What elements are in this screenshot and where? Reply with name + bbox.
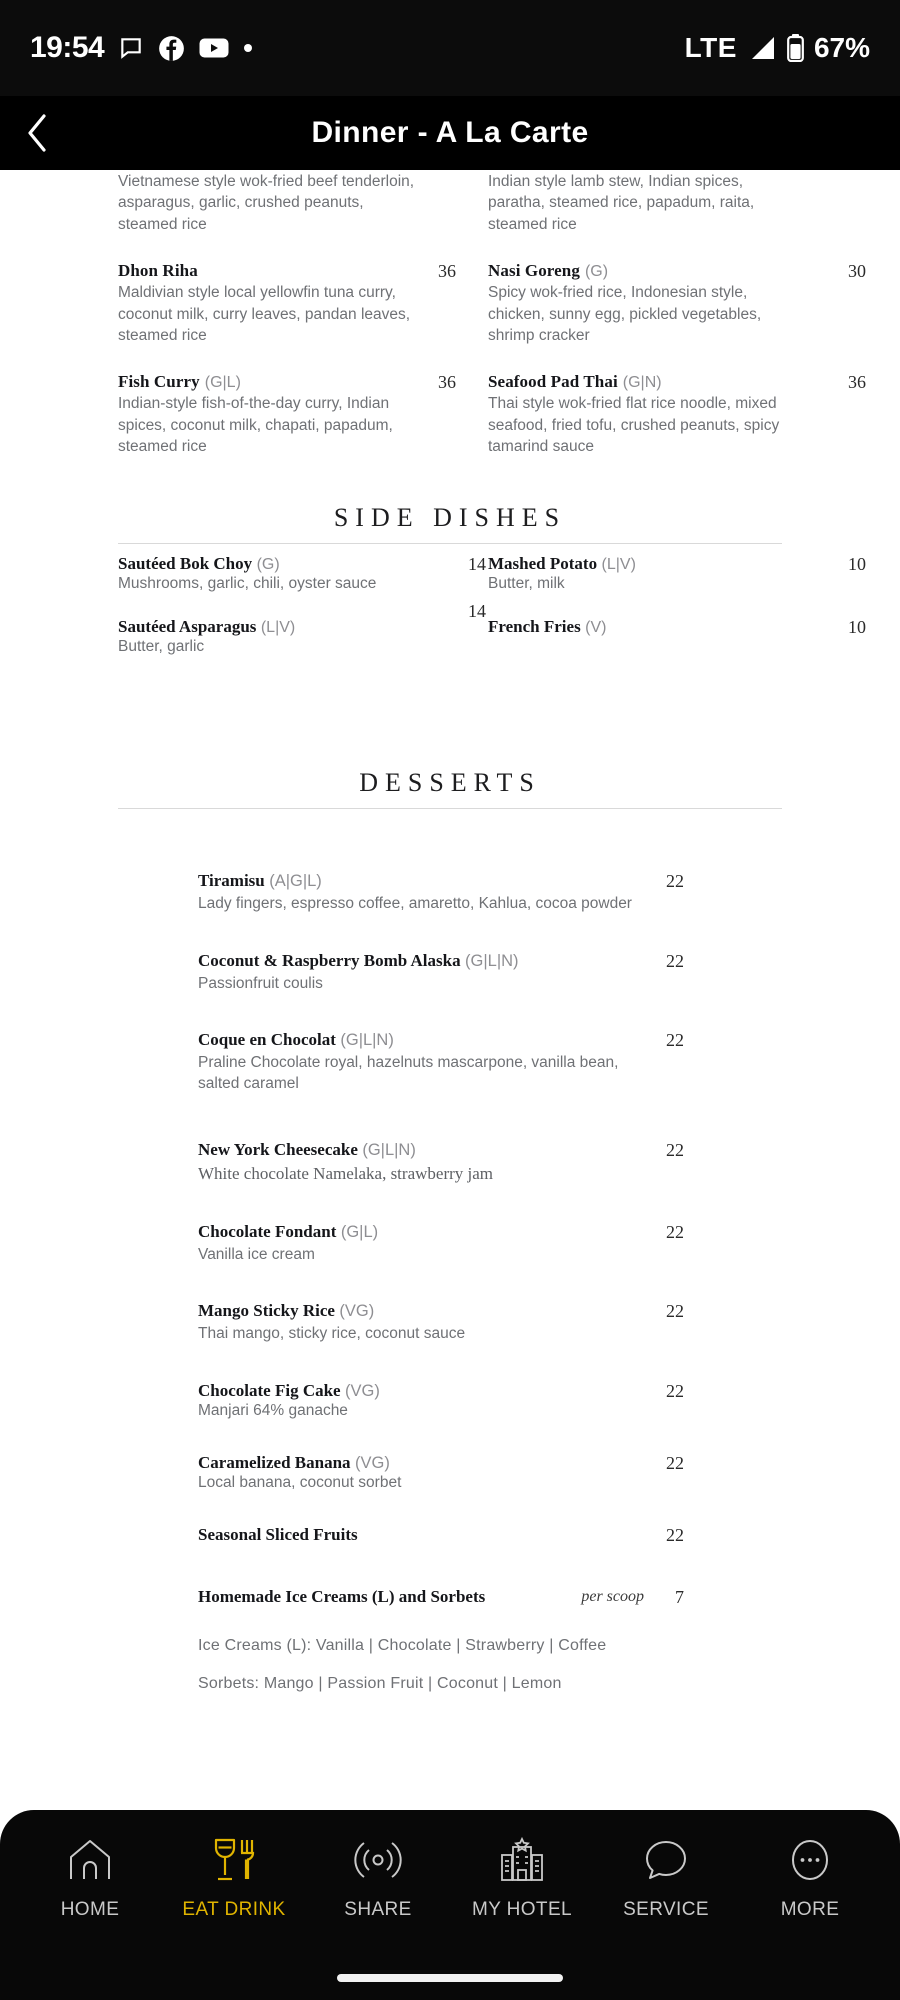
dessert-name: Coque en Chocolat <box>198 1030 336 1050</box>
dessert-item <box>198 1301 702 1344</box>
side-dish-price: 14 <box>468 601 486 622</box>
side-dish-allergen-tags: (L|V) <box>260 619 296 637</box>
dessert-description: Manjari 64% ganache <box>198 1401 348 1419</box>
menu-document <box>0 170 900 1800</box>
dish-price: 36 <box>438 372 456 393</box>
status-bar-left <box>30 31 253 65</box>
dessert-description: Vanilla ice cream <box>198 1245 315 1263</box>
dish-description: Indian-style fish-of-the-day curry, Indian spices, coconut milk, chapati, papadum, steamed rice <box>118 395 393 455</box>
dessert-price: 22 <box>666 1525 684 1546</box>
nav-label-service: SERVICE <box>623 1899 709 1920</box>
dessert-name: Tiramisu <box>198 871 265 891</box>
nav-label-my-hotel: MY HOTEL <box>472 1899 572 1920</box>
hotel-building-icon <box>497 1834 547 1886</box>
dessert-item <box>198 871 702 914</box>
dot-icon <box>243 43 253 53</box>
side-dish-description: Mushrooms, garlic, chili, oyster sauce <box>118 575 377 593</box>
nav-item-more[interactable] <box>738 1834 882 1921</box>
dessert-description: White chocolate Namelaka, strawberry jam <box>198 1164 494 1184</box>
chat-bubble-icon <box>641 1834 691 1886</box>
dessert-item <box>198 1140 702 1185</box>
page-title: Dinner - A La Carte <box>311 116 589 149</box>
menu-scroll-area[interactable] <box>0 170 900 1800</box>
dessert-allergen-tags: (VG) <box>345 1381 380 1400</box>
dessert-allergen-tags: (A|G|L) <box>269 872 322 891</box>
dish-description: Thai style wok-fried flat rice noodle, mixed seafood, fried tofu, crushed peanuts, spicy tamarind sauce <box>488 395 780 455</box>
dessert-heading <box>198 1030 702 1050</box>
side-dish-heading <box>488 554 782 574</box>
dish-name: Fish Curry <box>118 372 200 392</box>
dessert-price: 22 <box>666 1452 684 1473</box>
dessert-heading <box>198 871 702 891</box>
side-dish-name: French Fries <box>488 617 581 637</box>
side-dishes-section <box>0 544 900 680</box>
ice-cream-name: Homemade Ice Creams (L) and Sorbets <box>198 1587 486 1607</box>
side-dish-item <box>118 554 486 593</box>
signal-icon <box>747 35 777 61</box>
dessert-allergen-tags: (G|L) <box>340 1222 379 1241</box>
dessert-description: Passionfruit coulis <box>198 974 323 992</box>
main-courses-right-column <box>450 170 866 479</box>
dish-price: 36 <box>438 261 456 282</box>
side-dish-name: Sautéed Asparagus <box>118 617 257 637</box>
side-dish-heading <box>118 554 450 574</box>
dish-price: 30 <box>848 261 866 282</box>
battery-icon <box>787 34 804 62</box>
dessert-price: 22 <box>666 1030 684 1051</box>
dessert-item <box>198 951 702 994</box>
dish-heading <box>118 261 420 281</box>
side-dish-allergen-tags: (V) <box>585 619 607 637</box>
nav-item-share[interactable] <box>306 1834 450 1921</box>
side-dish-name: Mashed Potato <box>488 554 598 574</box>
dessert-name: Chocolate Fig Cake <box>198 1380 341 1400</box>
title-bar <box>0 96 900 170</box>
dessert-description: Local banana, coconut sorbet <box>198 1473 402 1491</box>
nav-item-home[interactable] <box>18 1834 162 1921</box>
dish-description: Indian style lamb stew, Indian spices, paratha, steamed rice, papadum, raita, steamed rice <box>488 173 755 233</box>
dessert-description: Thai mango, sticky rice, coconut sauce <box>198 1325 466 1343</box>
nav-item-eat-drink[interactable] <box>162 1834 306 1921</box>
dish-item <box>488 372 866 457</box>
more-dots-icon <box>785 1834 835 1886</box>
wine-fork-icon <box>208 1834 260 1886</box>
nav-label-eat-drink: EAT DRINK <box>182 1899 286 1920</box>
dish-heading <box>118 372 420 392</box>
dessert-heading <box>198 1525 702 1545</box>
dessert-price: 22 <box>666 950 684 971</box>
back-button[interactable] <box>0 96 74 170</box>
status-bar <box>0 0 900 96</box>
dish-item <box>118 372 456 457</box>
main-courses-left-column <box>118 170 456 479</box>
status-time: 19:54 <box>30 31 105 64</box>
side-dish-item <box>118 601 486 656</box>
desserts-heading <box>118 768 782 809</box>
dessert-price: 22 <box>666 1301 684 1322</box>
dessert-name: Seasonal Sliced Fruits <box>198 1525 358 1545</box>
dish-allergen-tags: (G|N) <box>622 374 662 392</box>
youtube-icon <box>199 37 229 59</box>
side-dish-description: Butter, milk <box>488 575 565 593</box>
dessert-price: 22 <box>666 871 684 892</box>
dish-price: 36 <box>848 372 866 393</box>
dessert-name: Coconut & Raspberry Bomb Alaska <box>198 950 461 970</box>
dish-description: Maldivian style local yellowfin tuna curry, coconut milk, curry leaves, pandan leaves, steamed rice <box>118 284 411 344</box>
dessert-allergen-tags: (G|L|N) <box>340 1031 394 1050</box>
ice-cream-item <box>198 1587 702 1693</box>
dish-name: Dhon Riha <box>118 261 198 281</box>
dessert-price: 22 <box>666 1221 684 1242</box>
side-dishes-right-column <box>450 554 866 680</box>
home-indicator[interactable] <box>337 1974 563 1982</box>
dessert-heading <box>198 1453 702 1473</box>
battery-percent: 67% <box>813 32 870 63</box>
dish-name: Nasi Goreng <box>488 261 580 281</box>
side-dish-price: 10 <box>848 554 866 575</box>
dish-name: Seafood Pad Thai <box>488 372 618 392</box>
dish-description: Vietnamese style wok-fried beef tenderloin, asparagus, garlic, crushed peanuts, steamed rice <box>118 173 415 233</box>
home-icon <box>65 1834 115 1886</box>
nav-item-service[interactable] <box>594 1834 738 1921</box>
dessert-allergen-tags: (G|L|N) <box>465 951 519 970</box>
side-dishes-left-column <box>118 554 486 680</box>
side-dish-allergen-tags: (L|V) <box>601 556 636 574</box>
side-dishes-heading-text: SIDE DISHES <box>333 503 567 533</box>
main-courses-section <box>0 170 900 479</box>
side-dish-heading <box>118 617 450 637</box>
dessert-item <box>198 1525 702 1545</box>
dish-item <box>488 261 866 346</box>
side-dish-heading <box>488 617 782 637</box>
side-dish-price: 14 <box>468 554 486 575</box>
dessert-item <box>198 1381 702 1421</box>
side-dish-item <box>488 554 866 593</box>
side-dish-allergen-tags: (G) <box>256 556 280 574</box>
dish-heading <box>488 372 782 392</box>
dish-description: Spicy wok-fried rice, Indonesian style, chicken, sunny egg, pickled vegetables, shrimp cracker <box>488 284 762 344</box>
desserts-section <box>0 768 900 1693</box>
side-dish-price: 10 <box>848 617 866 638</box>
side-dish-item <box>488 617 866 638</box>
dessert-description: Praline Chocolate royal, hazelnuts mascarpone, vanilla bean, salted caramel <box>198 1054 619 1092</box>
nav-label-home: HOME <box>60 1899 120 1920</box>
dessert-item <box>198 1453 702 1493</box>
nav-item-my-hotel[interactable] <box>450 1834 594 1921</box>
dessert-heading <box>198 1140 702 1160</box>
sorbet-flavour-line: Sorbets: Mango | Passion Fruit | Coconut | Lemon <box>198 1675 562 1693</box>
chevron-left-icon <box>26 114 48 152</box>
ice-cream-unit-label: per scoop <box>581 1588 644 1606</box>
status-bar-right <box>685 32 870 64</box>
dessert-heading <box>198 1381 702 1401</box>
desserts-heading-text: DESSERTS <box>359 768 541 798</box>
dessert-list <box>118 871 782 1693</box>
dessert-allergen-tags: (G|L|N) <box>362 1141 416 1160</box>
dessert-name: Chocolate Fondant <box>198 1221 337 1241</box>
dessert-item <box>198 1222 702 1265</box>
dessert-allergen-tags: (VG) <box>354 1453 390 1472</box>
share-broadcast-icon <box>353 1834 403 1886</box>
nav-label-more: MORE <box>780 1899 840 1920</box>
dish-allergen-tags: (G) <box>584 263 609 281</box>
dessert-name: Mango Sticky Rice <box>198 1301 335 1321</box>
side-dish-name: Sautéed Bok Choy <box>118 554 253 574</box>
dessert-heading <box>198 1301 702 1321</box>
side-dish-description: Butter, garlic <box>118 638 205 656</box>
dish-heading <box>488 261 782 281</box>
dessert-description: Lady fingers, espresso coffee, amaretto, Kahlua, cocoa powder <box>198 895 632 913</box>
nav-label-share: SHARE <box>344 1899 412 1920</box>
side-dishes-heading <box>118 503 782 544</box>
dish-allergen-tags: (G|L) <box>204 374 241 392</box>
facebook-icon <box>158 35 185 62</box>
message-icon <box>118 35 144 61</box>
dessert-item <box>198 1030 702 1094</box>
dish-item <box>118 261 456 346</box>
dessert-price: 22 <box>666 1140 684 1161</box>
dessert-price: 22 <box>666 1380 684 1401</box>
ice-cream-price: 7 <box>675 1587 684 1608</box>
network-type: LTE <box>684 32 737 63</box>
bottom-navigation-bar <box>0 1810 900 2000</box>
dessert-name: New York Cheesecake <box>198 1140 358 1160</box>
dish-item <box>118 171 420 235</box>
dessert-name: Caramelized Banana <box>198 1452 351 1472</box>
dessert-allergen-tags: (VG) <box>339 1302 375 1321</box>
dessert-heading <box>198 1222 702 1242</box>
dessert-heading <box>198 951 702 971</box>
dish-item <box>488 171 782 235</box>
ice-cream-flavours <box>198 1637 702 1693</box>
ice-cream-flavour-line: Ice Creams (L): Vanilla | Chocolate | Strawberry | Coffee <box>198 1637 607 1655</box>
